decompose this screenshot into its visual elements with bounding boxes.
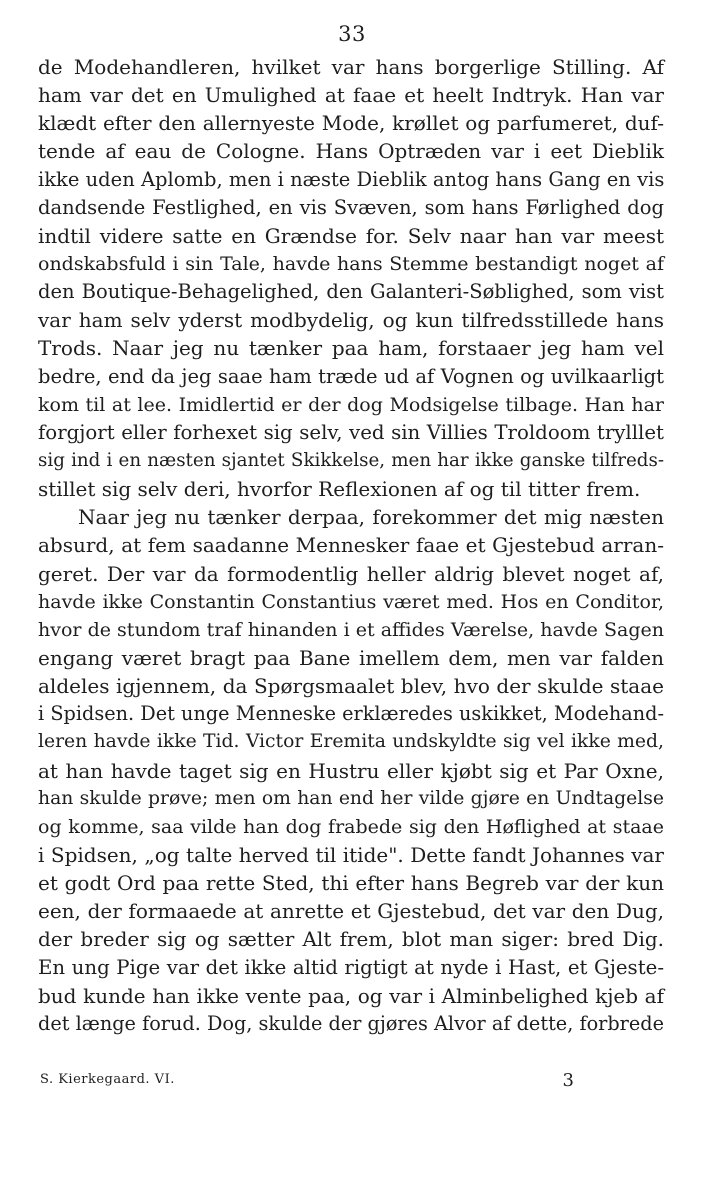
text-line: geret. Der var da formodentlig heller aldrig blevet noget af, [38,561,664,586]
page-footer [38,1070,664,1092]
text-line: Trods. Naar jeg nu tænker paa ham, forstaaer jeg ham vel [38,336,664,361]
text-line: kom til at lee. Imidlertid er der dog Modsigelse tilbage. Han har [38,393,664,416]
text-line: ikke uden Aplomb, men i næste Dieblik antog hans Gang en vis [38,167,665,191]
text-line: Naar jeg nu tænker derpaa, forekommer det mig næsten [78,505,664,530]
body-text [38,53,664,1038]
text-line: indtil videre satte en Grændse for. Selv naar han var meest [38,223,664,248]
text-line: absurd, at fem saadanne Mennesker faae et Gjestebud arran- [38,533,664,558]
printer-signature: S. Kierkegaard. VI. [40,1072,175,1087]
text-line: bedre, end da jeg saae ham træde ud af Vognen og uvilkaarligt [38,364,664,388]
text-line: klædt efter den allernyeste Mode, krøllet og parfumeret, duf- [38,111,664,136]
text-line: i Spidsen, „og talte herved til itide". Dette fandt Johannes var [38,842,664,867]
text-line: der breder sig og sætter Alt frem, blot man siger: bred Dig. [38,927,664,952]
text-line: han skulde prøve; men om han end her vilde gjøre en Undtagelse [38,787,664,809]
text-line: leren havde ikke Tid. Victor Eremita undskyldte sig vel ikke med, [38,731,664,753]
text-line: tende af eau de Cologne. Hans Optræden var i eet Dieblik [38,139,664,164]
text-line: sig ind i en næsten sjantet Skikkelse, men har ikke ganske tilfreds- [38,449,664,471]
text-line: een, der formaaede at anrette et Gjestebud, det var den Dug, [38,899,664,924]
text-line: og komme, saa vilde han dog frabede sig den Høflighed at staae [38,815,664,838]
text-line: ondskabsfuld i sin Tale, havde hans Stemme bestandigt noget af [38,252,664,275]
text-line: det længe forud. Dog, skulde der gjøres Alvor af dette, forbrede [38,1011,664,1035]
text-line: En ung Pige var det ikke altid rigtigt at nyde i Hast, et Gjeste- [38,955,664,979]
text-line: dandsende Festlighed, en vis Svæven, som hans Førlighed dog [38,195,664,219]
text-line: ham var det en Umulighed at faae et heelt Indtryk. Han var [38,83,664,108]
text-line: i Spidsen. Det unge Menneske erklæredes uskikket, Modehand- [38,702,664,726]
page-number: 33 [338,22,366,46]
text-line: aldeles igjennem, da Spørgsmaalet blev, hvo der skulde staae [38,674,664,699]
text-line: den Boutique-Behagelighed, den Galanteri-Søblighed, som vist [38,280,664,304]
text-line: havde ikke Constantin Constantius været med. Hos en Conditor, [38,590,664,613]
text-line: de Modehandleren, hvilket var hans borgerlige Stilling. Af [38,55,664,79]
text-line: bud kunde han ikke vente paa, og var i Alminbelighed kjeb af [38,983,664,1008]
text-line: forgjort eller forhexet sig selv, ved sin Villies Troldoom trylllet [38,420,664,444]
text-line: hvor de stundom traf hinanden i et affides Værelse, havde Sagen [38,618,664,641]
text-line: var ham selv yderst modbydelig, og kun tilfredsstillede hans [38,308,664,333]
text-line: et godt Ord paa rette Sted, thi efter hans Begreb var der kun [38,871,664,896]
text-line: at han havde taget sig en Hustru eller kjøbt sig et Par Oxne, [38,758,664,783]
text-line: stillet sig selv deri, hvorfor Reflexionen af og til titter frem. [38,477,641,502]
text-line: engang været bragt paa Bane imellem dem, men var falden [38,645,664,670]
sheet-number: 3 [562,1070,574,1091]
